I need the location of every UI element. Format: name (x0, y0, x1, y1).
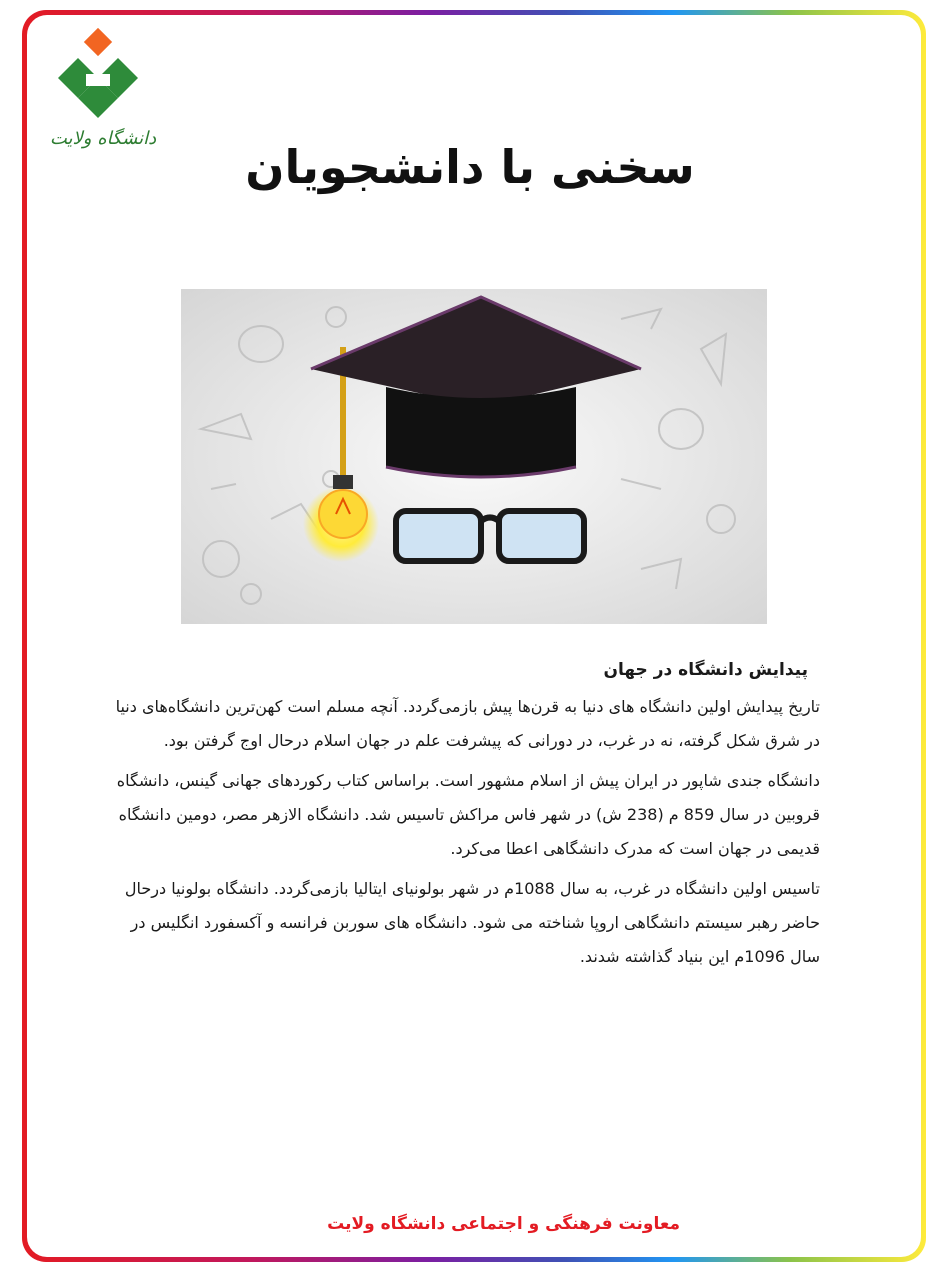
paragraph-3: تاسیس اولین دانشگاه در غرب، به سال 1088م در شهر بولونیای ایتالیا بازمی‌گردد. دانشگاه بولونیا درحال حاضر رهبر سیستم دانشگاهی اروپا شناخته می شود. دانشگاه های سوربن فرانسه و آکسفورد انگلیس در سال 1096م این بنیاد گذاشته شدند. (124, 879, 820, 966)
university-logo (48, 28, 158, 163)
article-heading: پیدایش دانشگاه در جهان (603, 660, 808, 680)
logo-mark-icon (48, 28, 158, 128)
hero-image (181, 289, 767, 624)
page-title: سخنی با دانشجویان (245, 140, 695, 194)
page-frame (22, 10, 926, 1262)
logo-text: دانشگاه ولایت (49, 128, 157, 149)
paragraph-2: دانشگاه جندی شاپور در ایران پیش از اسلام مشهور است. براساس کتاب رکوردهای جهانی گینس، دانشگاه قروبین در سال 859 م (238 ش) در شهر فاس مراکش تاسیس شد. دانشگاه الازهر مصر، دومین دانشگاه قدیمی در جهان است که مدرک دانشگاهی اعطا می‌کرد. (116, 771, 820, 858)
paragraph-1: تاریخ پیدایش اولین دانشگاه های دنیا به قرن‌ها پیش بازمی‌گردد. آنچه مسلم است کهن‌ترین دانشگاه‌های دنیا در شرق شکل گرفته، نه در غرب، در دورانی که پیشرفت علم در جهان اسلام درحال اوج گرفتن بود. (115, 697, 820, 750)
footer-credit: معاونت فرهنگی و اجتماعی دانشگاه ولایت (327, 1214, 680, 1234)
article (100, 660, 820, 980)
